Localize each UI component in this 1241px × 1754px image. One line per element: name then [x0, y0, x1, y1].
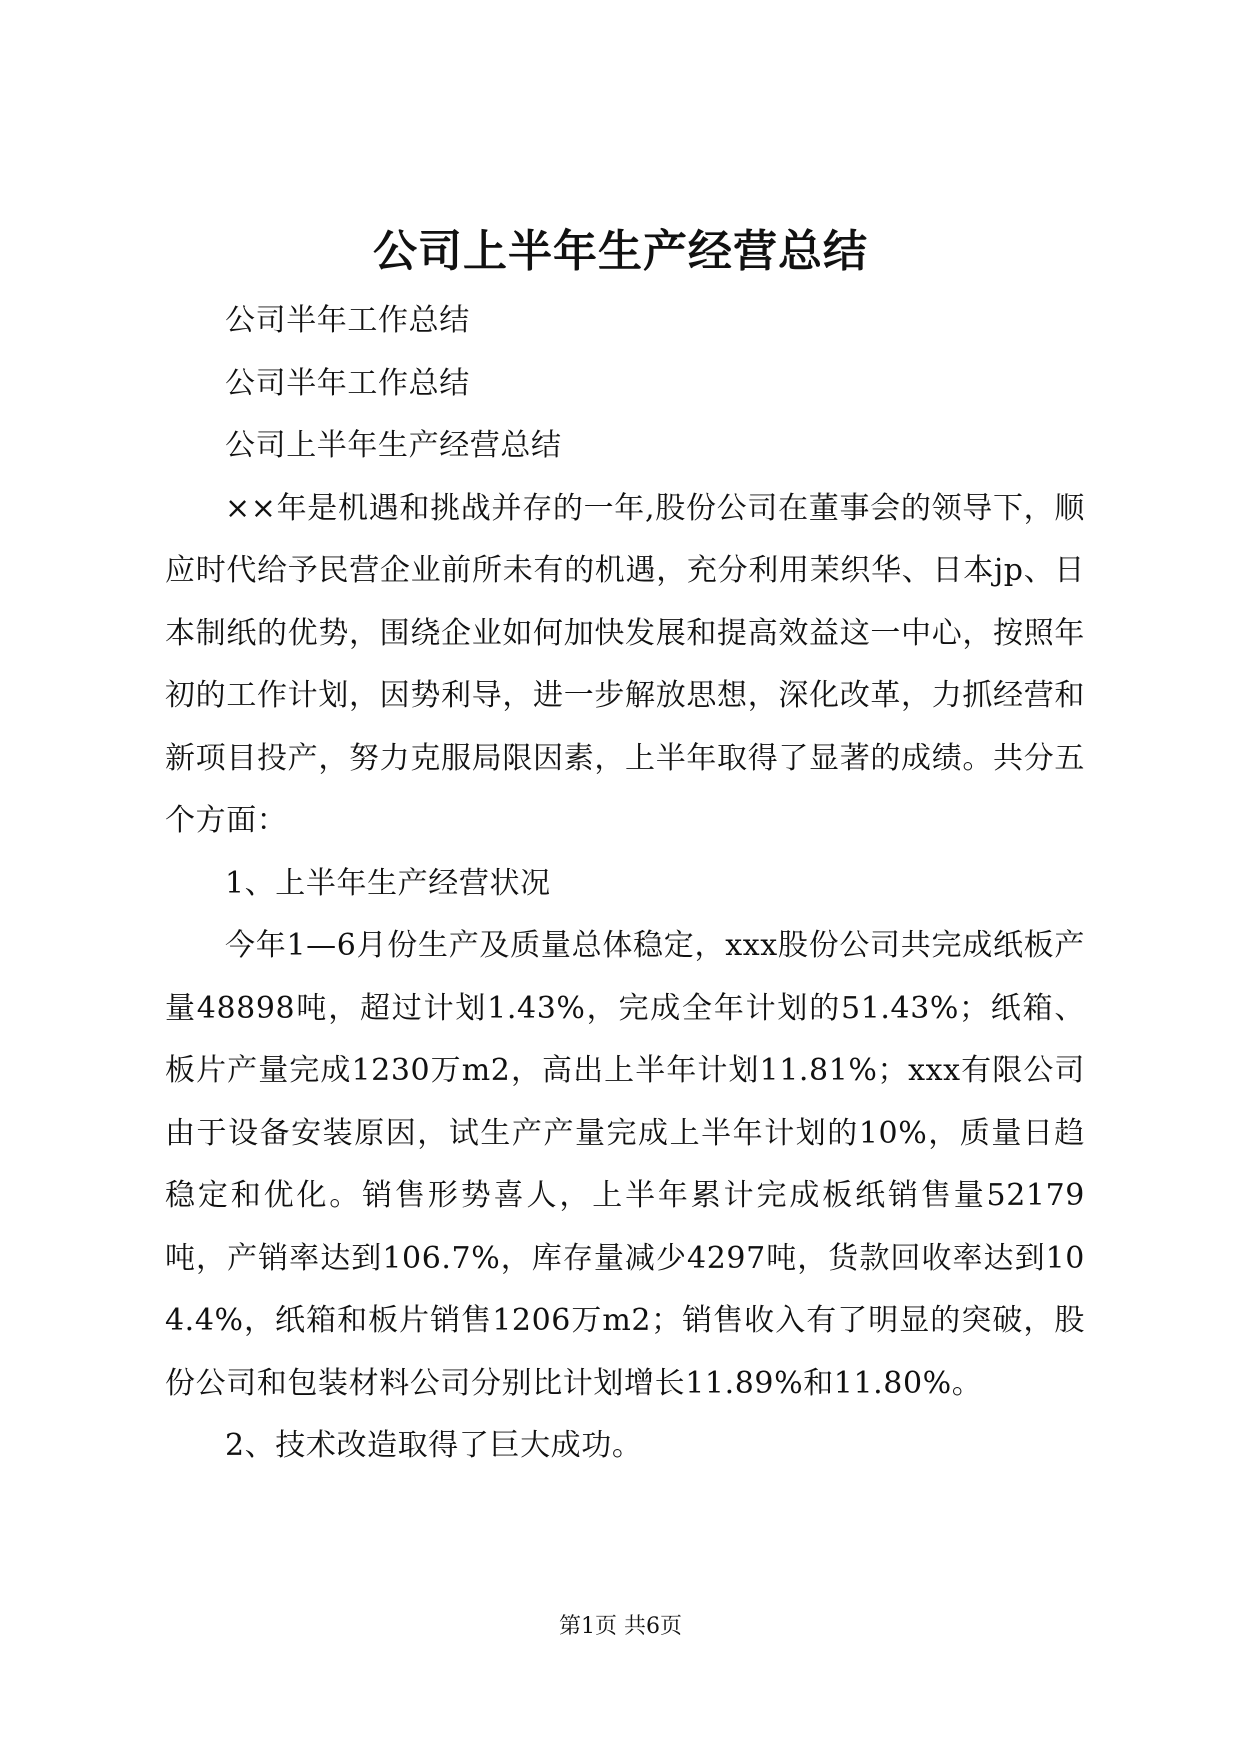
- paragraph-subtitle-2: 公司半年工作总结: [225, 365, 470, 401]
- document-title: 公司上半年生产经营总结: [373, 226, 868, 277]
- section-heading-2: 2、技术改造取得了巨大成功。: [225, 1428, 643, 1463]
- paragraph-subtitle-3: 公司上半年生产经营总结: [225, 428, 562, 463]
- section-heading-1: 1、上半年生产经营状况: [225, 865, 551, 901]
- page-number-footer: 第1页 共6页: [559, 1614, 682, 1639]
- paragraph-subtitle-1: 公司半年工作总结: [225, 303, 470, 338]
- paragraph-intro: ××年是机遇和挑战并存的一年,股份公司在董事会的领导下，顺应时代给予民营企业前所未有的机遇，充分利用茉织华、日本jp、日本制纸的优势，围绕企业如何加快发展和提高效益这一中心，按照年初的工作计划，因势利导，进一步解放思想，深化改革，力抓经营和新项目投产，努力克服局限因素，上半年取得了显著的成绩。共分五个方面：: [165, 490, 1085, 838]
- document-body: [165, 290, 1085, 1478]
- paragraph-production-status: 今年1—6月份生产及质量总体稳定，xxx股份公司共完成纸板产量48898吨，超过计划1.43%，完成全年计划的51.43%；纸箱、板片产量完成1230万m2，高出上半年计划11.81%；xxx有限公司由于设备安装原因，试生产产量完成上半年计划的10%，质量日趋稳定和优化。销售形势喜人，上半年累计完成板纸销售量52179吨，产销率达到106.7%，库存量减少4297吨，货款回收率达到104.4%，纸箱和板片销售1206万m2；销售收入有了明显的突破，股份公司和包装材料公司分别比计划增长11.89%和11.80%。: [165, 928, 1085, 1401]
